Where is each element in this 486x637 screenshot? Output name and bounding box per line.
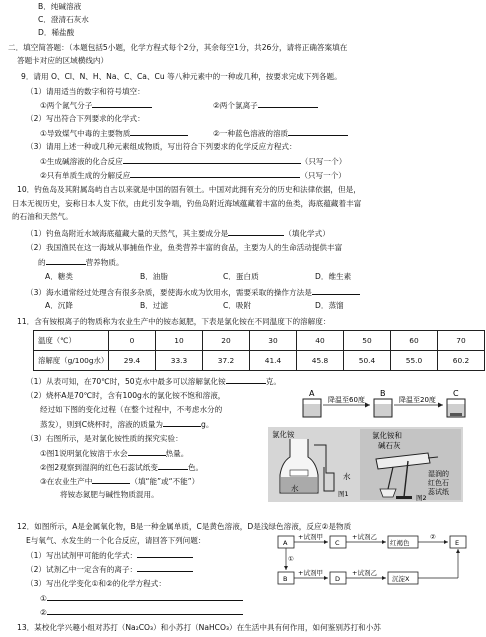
q10-stem-3: 的石油和天然气。 (12, 212, 73, 221)
reagent-3: +试剂甲 (298, 569, 323, 577)
table-cell: 55.0 (391, 351, 438, 371)
q11-2-cont: 经过如下图的变化过程（在整个过程中，不考虑水分的 (40, 405, 223, 414)
table-cell: 60.2 (438, 351, 485, 371)
fig2-label-line1: 氯化铵和 (372, 431, 402, 440)
node-red: 红褐色 (390, 539, 410, 547)
row-header-temp: 温度（℃） (34, 331, 109, 351)
table-cell: 41.4 (250, 351, 297, 371)
q11-1: （1）从表可知，在70℃时，50克水中最多可以溶解氯化铵 克。 (26, 377, 281, 386)
q10-2-d: D．维生素 (315, 272, 352, 281)
q11-3: （3）右图所示，是对氯化铵性质的探究实验： (26, 434, 183, 443)
node-a: A (283, 539, 288, 547)
q11-2-cont2: 蒸发），则到C烧杯时，溶液的质量为 g。 (40, 420, 214, 429)
q12-stem-2: E与氧气、水发生的一个化合反应，请回答下列问题： (26, 536, 206, 545)
table-cell: 29.4 (109, 351, 156, 371)
table-cell: 70 (438, 331, 485, 351)
table-cell: 40 (297, 331, 344, 351)
experiment-figure (268, 427, 463, 502)
option-d: D．稀盐酸 (38, 28, 75, 37)
node-e: E (455, 539, 460, 547)
table-cell: 45.8 (297, 351, 344, 371)
node-x: 沉淀X (392, 575, 410, 583)
q11-3-c-cont: 将铵态氮肥与碱性物质混用。 (60, 490, 159, 499)
fig1-water-tag: 水 (343, 472, 351, 481)
water-label: 水 (291, 484, 299, 493)
beaker-cooling-figure (300, 388, 472, 422)
table-cell: 30 (250, 331, 297, 351)
reaction-flow-diagram (276, 530, 472, 590)
step2-label: 降温至20度 (399, 396, 436, 404)
q12-3: （3）写出化学变化①和②的化学方程式： (26, 579, 166, 588)
reagent-2: +试剂乙 (352, 533, 377, 541)
step-1-marker: ① (288, 555, 294, 563)
table-cell: 37.2 (203, 351, 250, 371)
q10-2-c: C．蛋白质 (223, 272, 259, 281)
option-c: C．澄清石灰水 (38, 15, 89, 24)
q11-3-a: ①图1说明氯化铵溶于水会 热量。 (40, 449, 189, 458)
q12-3-b: ② (40, 606, 243, 618)
q11-3-c: ③在农业生产中 （填“能”或“不能”） (40, 477, 200, 486)
q11-3-b: ②图2观察到湿润的红色石蕊试纸变 色。 (40, 463, 204, 472)
section-heading-cont: 答题卡对应的区域横线内） (17, 56, 109, 65)
fig2-caption: 图2 (416, 494, 427, 502)
fig1-label: 氯化铵 (272, 430, 295, 439)
fig1-caption: 图1 (338, 490, 349, 498)
q12-1: （1）写出试剂甲可能的化学式： (26, 549, 193, 561)
table-cell: 60 (391, 331, 438, 351)
beaker-c-label: C (453, 389, 459, 398)
beaker-a-label: A (309, 389, 315, 398)
row-header-solubility: 溶解度（g/100g水） (34, 351, 109, 371)
q9-2: （2）写出符合下列要求的化学式： (26, 114, 145, 123)
table-cell: 10 (156, 331, 203, 351)
q9-stem: 9．请用 O、Cl、N、H、Na、C、Ca、Cu 等八种元素中的一种或几种，按要求完成下列各题。 (21, 72, 342, 81)
q12-3-a: ① (40, 592, 243, 604)
q10-2-a: A．糖类 (45, 272, 73, 281)
reagent-1: +试剂甲 (298, 533, 323, 541)
q11-stem: 11．含有铵根离子的物质称为农业生产中的铵态氮肥，下表是氯化铵在不同温度下的溶解度： (17, 317, 331, 326)
q9-3: （3）请用上述一种或几种元素组成物质，写出符合下列要求的化学反应方程式： (26, 142, 297, 151)
table-cell: 50 (344, 331, 391, 351)
q12-2: （2）试剂乙中一定含有的离子： (26, 563, 193, 575)
q11-2: （2）烧杯A是70℃时，含有100g水的氯化铵不饱和溶液， (26, 391, 226, 400)
step1-label: 降温至60度 (328, 396, 365, 404)
fig2-paper-line1: 湿润的 (428, 470, 449, 478)
section-heading: 二．填空简答题：（本题包括5小题，化学方程式每个2分，其余每空1分，共26分，请将正确答案填在 (8, 43, 348, 52)
table-cell: 33.3 (156, 351, 203, 371)
node-c: C (335, 539, 340, 547)
q9-3-b: ②只有单质生成的分解反应 （只写一个） (40, 171, 346, 180)
table-cell: 50.4 (344, 351, 391, 371)
fig2-paper-line3: 蕊试纸 (428, 488, 449, 496)
q10-3-d: D．蒸馏 (315, 301, 344, 310)
q10-3-c: C．吸附 (223, 301, 252, 310)
node-b: B (283, 575, 288, 583)
q10-3-b: B．过滤 (140, 301, 168, 310)
q9-3-a: ①生成碱溶液的化合反应 （只写一个） (40, 157, 347, 166)
q10-2: （2）我国渔民在这一海域从事捕鱼作业，鱼类营养丰富的食品，主要为人的生命活动提供丰富 (26, 243, 343, 252)
fig2-label-line2: 碱石灰 (378, 441, 401, 450)
q10-2-b: B．油脂 (140, 272, 168, 281)
q10-stem: 10．钓鱼岛及其附属岛屿自古以来就是中国的固有领土。中国对此拥有充分的历史和法律依据，但是， (17, 185, 361, 194)
node-d: D (335, 575, 341, 583)
q13-stem: 13．某校化学兴趣小组对苏打（Na₂CO₃）和小苏打（NaHCO₃）在生活中具有何作用，如何鉴别苏打和小苏 (17, 623, 381, 632)
q10-3: （3）海水通常经过处理含有很多杂质，要使海水成为饮用水，需要采取的操作方法是 (26, 286, 360, 298)
table-row (34, 351, 485, 371)
q9-1-b: ②两个氯离子 (213, 99, 318, 111)
q9-1: （1）请用适当的数字和符号填空： (26, 87, 145, 96)
table-row (34, 331, 485, 351)
q10-3-a: A．沉降 (45, 301, 73, 310)
table-cell: 0 (109, 331, 156, 351)
step-2-marker: ② (430, 533, 436, 541)
fig2-paper-line2: 红色石 (428, 479, 449, 487)
q10-1: （1）钓鱼岛附近水域海底蕴藏大量的天然气，其主要成分是 （填化学式） (26, 229, 330, 238)
q10-stem-2: 日本无视历史，妄称日本人发下依，由此引发争端，钓鱼岛附近海域蕴藏着丰富的鱼类，海底蕴藏着丰富 (12, 199, 362, 208)
q12-stem: 12．如图所示，A是金属氧化物，B是一种金属单质，C是黄色溶液，D是浅绿色溶液，反应②是物质 (17, 522, 352, 531)
q9-1-a: ①两个氮气分子 (40, 99, 152, 111)
solubility-table (33, 330, 485, 371)
reagent-4: +试剂乙 (352, 569, 377, 577)
q9-2-a: ①导致煤气中毒的主要物质 (40, 127, 188, 139)
option-b: B．纯碱溶液 (38, 2, 82, 11)
q9-2-b: ②一种蓝色溶液的溶质 (213, 127, 348, 139)
beaker-b-label: B (380, 389, 386, 398)
q10-2-cont: 的 营养物质。 (38, 258, 124, 267)
table-cell: 20 (203, 331, 250, 351)
